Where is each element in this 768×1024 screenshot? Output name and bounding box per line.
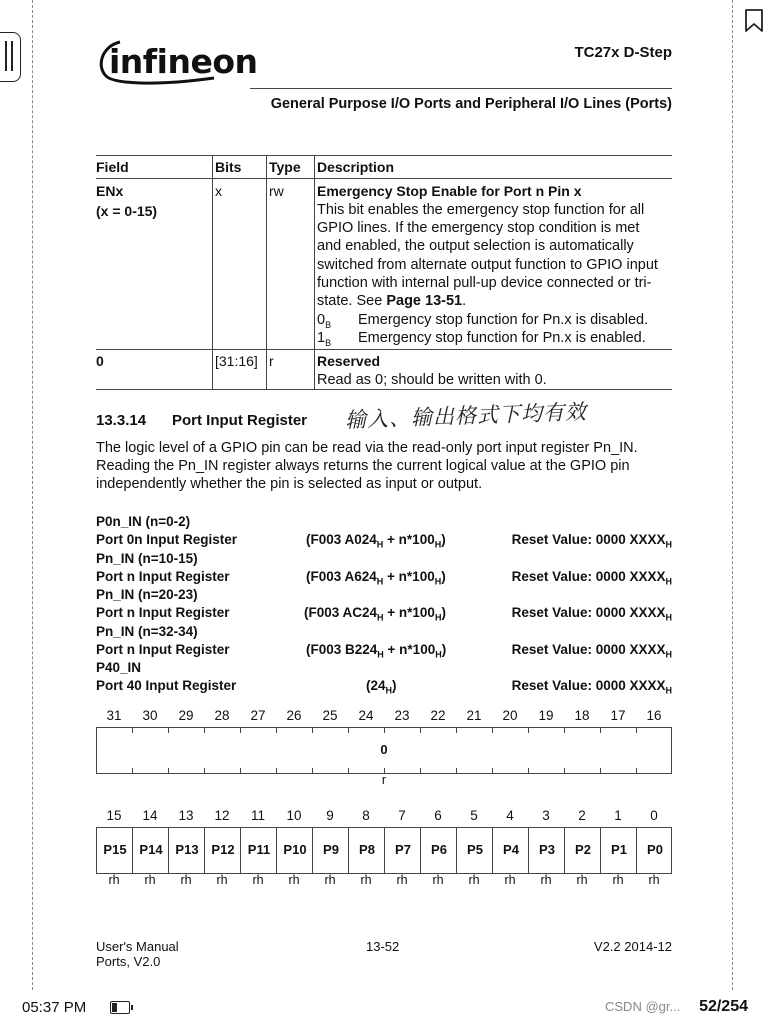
table-header-type: Type — [269, 159, 301, 175]
register-name: P0n_IN (n=0-2) — [96, 514, 191, 529]
bit-number: 25 — [322, 708, 338, 723]
bit-access: rh — [396, 873, 408, 887]
bit-tick — [276, 728, 277, 733]
bit-number: 15 — [106, 808, 122, 823]
upper-access: r — [381, 773, 387, 787]
logo-text: infineon — [109, 42, 258, 81]
bit-field-p6: P6 — [431, 842, 447, 857]
status-time: 05:37 PM — [22, 999, 87, 1016]
bit-divider — [276, 828, 277, 873]
bit-number: 1 — [614, 808, 622, 823]
bit-number: 16 — [646, 708, 662, 723]
bit-number: 17 — [610, 708, 626, 723]
bit-number: 4 — [506, 808, 514, 823]
register-row: Port n Input Register (F003 $AC24_H + n*100_H$) Reset Value: 0000 $XXXX_H$ — [96, 605, 672, 623]
bit-access: rh — [144, 873, 156, 887]
bit-number: 9 — [326, 808, 334, 823]
lower-register-box — [96, 827, 672, 874]
upper-register-box — [96, 727, 672, 774]
bit-access: rh — [252, 873, 264, 887]
bit-divider — [204, 828, 205, 873]
bit-tick — [348, 728, 349, 733]
bit-access: rh — [360, 873, 372, 887]
infineon-logo — [96, 36, 258, 92]
bit-number: 19 — [538, 708, 554, 723]
bookmark-icon[interactable] — [743, 8, 765, 34]
bit-tick — [132, 728, 133, 733]
bit-field-p4: P4 — [503, 842, 519, 857]
bit-divider — [564, 828, 565, 873]
bit-field-p0: P0 — [647, 842, 663, 857]
page-link[interactable]: Page 13-51 — [386, 293, 463, 310]
bit-access: rh — [468, 873, 480, 887]
bit-field-p8: P8 — [359, 842, 375, 857]
desc-line: and enabled, the output selection is automatically — [317, 238, 634, 255]
bit-tick — [168, 728, 169, 733]
footer-version: V2.2 2014-12 — [593, 939, 672, 954]
bit-access: rh — [504, 873, 516, 887]
row-reserved-desc-title: Reserved — [317, 353, 381, 369]
desc-line: switched from alternate output function to GPIO input — [317, 256, 658, 273]
bit-tick — [564, 728, 565, 733]
bit-tick — [384, 728, 385, 733]
desc-line: GPIO lines. If the emergency stop condition is met — [317, 220, 640, 237]
footer-manual-line: User's Manual — [96, 939, 179, 954]
bit-divider — [420, 828, 421, 873]
bit-tick — [636, 728, 637, 733]
register-list — [96, 514, 672, 697]
bit-number: 11 — [250, 808, 265, 823]
upper-bit-numbers — [96, 708, 672, 726]
bit-number: 27 — [250, 708, 266, 723]
field-table — [96, 153, 672, 390]
right-page-edge — [732, 0, 733, 990]
enx-option-0: $0_B$ Emergency stop function for Pn.x is disabled. — [317, 312, 649, 330]
bit-number: 21 — [466, 708, 482, 723]
bit-tick — [600, 728, 601, 733]
bit-tick — [492, 728, 493, 733]
upper-field-label: 0 — [380, 742, 388, 757]
desc-line: function with internal pull-up device connected or tri- — [317, 274, 652, 291]
desc-line: state. See Page 13-51. — [317, 293, 467, 310]
row-enx-desc-title: Emergency Stop Enable for Port n Pin x — [317, 183, 582, 199]
bit-number: 3 — [542, 808, 550, 823]
bit-number: 18 — [574, 708, 590, 723]
lower-access-row — [96, 873, 672, 889]
bit-field-p12: P12 — [211, 842, 235, 857]
bit-field-p11: P11 — [247, 842, 271, 857]
bit-number: 28 — [214, 708, 230, 723]
table-header-field: Field — [96, 159, 129, 175]
handwritten-annotation: 输入、输出格式下均有效 — [344, 399, 588, 433]
bit-number: 23 — [394, 708, 410, 723]
row-enx-field: ENx — [96, 183, 124, 199]
bit-number: 13 — [178, 808, 194, 823]
bit-field-p13: P13 — [175, 842, 199, 857]
paragraph-line: The logic level of a GPIO pin can be read via the read-only port input register Pn_IN. — [96, 440, 638, 456]
bit-divider — [168, 828, 169, 873]
bit-divider — [312, 828, 313, 873]
row-reserved-bits: [31:16] — [215, 353, 258, 369]
bit-number: 20 — [502, 708, 518, 723]
bit-divider — [132, 828, 133, 873]
bit-number: 26 — [286, 708, 302, 723]
row-enx-type: rw — [269, 183, 284, 199]
register-name: P40_IN — [96, 660, 142, 675]
bit-field-p3: P3 — [539, 842, 555, 857]
left-page-edge — [32, 0, 33, 990]
bit-number: 29 — [178, 708, 194, 723]
csdn-watermark: CSDN @gr... — [605, 999, 681, 1014]
register-name: Pn_IN (n=32-34) — [96, 623, 198, 639]
bit-field-p9: P9 — [323, 842, 339, 857]
chapter-title: General Purpose I/O Ports and Peripheral I/O Lines (Ports) — [270, 96, 672, 112]
bit-number: 24 — [358, 708, 374, 723]
row-enx-field-range: (x = 0-15) — [96, 203, 158, 219]
footer-manual — [96, 939, 179, 969]
row-enx-bits: x — [215, 183, 222, 199]
bit-number: 6 — [434, 808, 442, 823]
bit-divider — [600, 828, 601, 873]
bit-number: 7 — [398, 808, 406, 823]
bit-field-p2: P2 — [575, 842, 591, 857]
bit-field-p5: P5 — [467, 842, 483, 857]
bit-field-p10: P10 — [283, 842, 307, 857]
register-row: Port n Input Register (F003 $B224_H + n*100_H$) Reset Value: 0000 $XXXX_H$ — [96, 641, 672, 660]
section-paragraph — [96, 439, 672, 494]
bit-field-p15: P15 — [103, 842, 127, 857]
bit-divider — [528, 828, 529, 873]
table-header-bits: Bits — [215, 159, 242, 175]
bit-access: rh — [324, 873, 336, 887]
bit-tick — [420, 728, 421, 733]
table-header-description: Description — [317, 159, 395, 175]
register-name: Pn_IN (n=10-15) — [96, 550, 198, 566]
bit-access: rh — [432, 873, 444, 887]
bit-field-p7: P7 — [395, 842, 411, 857]
page-counter: 52/254 — [699, 998, 748, 1015]
register-name: Pn_IN (n=20-23) — [96, 587, 198, 602]
row-reserved-type: r — [269, 353, 274, 369]
bit-number: 31 — [106, 708, 122, 723]
bit-divider — [348, 828, 349, 873]
bit-divider — [492, 828, 493, 873]
enx-option-1: $1_B$ Emergency stop function for Pn.x is enabled. — [317, 330, 646, 348]
battery-icon — [110, 1001, 130, 1014]
paragraph-line: independently whether the pin is selected as input or output. — [96, 476, 483, 493]
row-reserved-field: 0 — [96, 353, 104, 369]
bit-access: rh — [288, 873, 300, 887]
register-row: Port n Input Register (F003 $A624_H + n*100_H$) Reset Value: 0000 $XXXX_H$ — [96, 568, 672, 587]
footer-manual-line: Ports, V2.0 — [96, 954, 161, 969]
bit-number: 12 — [214, 808, 230, 823]
bit-divider — [240, 828, 241, 873]
lower-bit-numbers — [96, 808, 672, 826]
bit-number: 22 — [430, 708, 446, 723]
bit-number: 8 — [362, 808, 370, 823]
bit-number: 14 — [142, 808, 158, 823]
bit-divider — [456, 828, 457, 873]
bit-access: rh — [216, 873, 228, 887]
bit-access: rh — [612, 873, 624, 887]
section-title: Port Input Register — [172, 412, 308, 429]
header-rule — [250, 88, 672, 89]
bit-field-p14: P14 — [139, 842, 163, 857]
bit-access: rh — [648, 873, 660, 887]
footer-page-number: 13-52 — [366, 939, 400, 954]
bit-access: rh — [540, 873, 552, 887]
register-row: Port 40 Input Register $(24_H)$ Reset Value: 0000 $XXXX_H$ — [96, 678, 672, 696]
bit-number: 5 — [470, 808, 478, 823]
bit-access: rh — [576, 873, 588, 887]
bit-number: 30 — [142, 708, 158, 723]
bit-access: rh — [180, 873, 192, 887]
bit-tick — [456, 728, 457, 733]
bit-number: 10 — [286, 808, 302, 823]
bit-tick — [312, 728, 313, 733]
bit-access: rh — [108, 873, 120, 887]
bit-tick — [528, 728, 529, 733]
bit-divider — [636, 828, 637, 873]
paragraph-line: Reading the Pn_IN register always returns the current logical value at the GPIO pin — [96, 458, 630, 475]
register-row: Port 0n Input Register (F003 $A024_H + n*100_H$) Reset Value: 0000 $XXXX_H$ — [96, 532, 672, 550]
bit-field-p1: P1 — [611, 842, 627, 857]
doc-id: TC27x D-Step — [574, 44, 672, 61]
desc-line: This bit enables the emergency stop function for all — [317, 202, 645, 218]
bit-number: 0 — [650, 808, 658, 823]
bit-number: 2 — [578, 808, 586, 823]
bit-tick — [204, 728, 205, 733]
row-reserved-description: Read as 0; should be written with 0. — [317, 372, 547, 388]
bit-divider — [384, 828, 385, 873]
section-number: 13.3.14 — [96, 412, 147, 429]
sidebar-toggle-icon[interactable] — [0, 32, 21, 82]
row-enx-description — [317, 201, 658, 310]
bit-tick — [240, 728, 241, 733]
